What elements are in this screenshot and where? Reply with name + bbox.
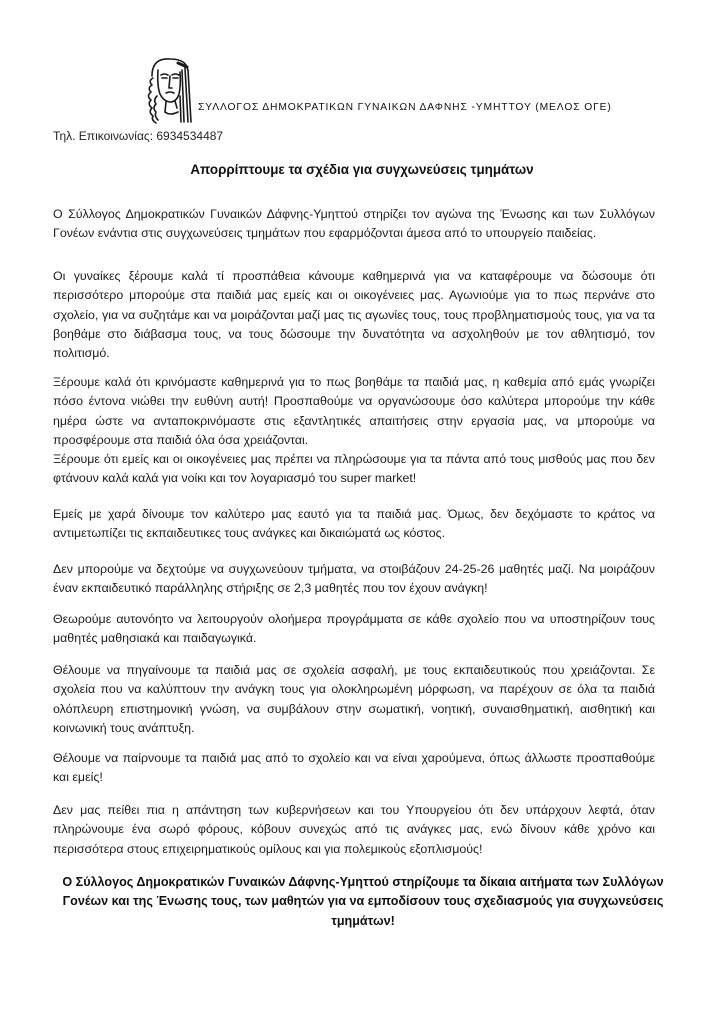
paragraph-text: Ο Σύλλογος Δημοκρατικών Γυναικών Δάφνης-Υμηττού στηρίζει τον αγώνα της Ένωσης και των Συλλόγων Γονέων ενάντια στις συγχωνεύσεις τμημάτων που εφαρμόζονται άμεσα από το υπουργείο παιδείας. (53, 207, 655, 241)
paragraph-text: Θεωρούμε αυτονόητο να λειτουργούν ολοήμερα προγράμματα σε κάθε σχολείο που να υποστηρίζουν τους μαθητές μαθησιακά και παιδαγωγικά. (53, 612, 655, 646)
paragraph-10 (53, 801, 655, 859)
paragraph-text: Οι γυναίκες ξέρουμε καλά τί προσπάθεια κάνουμε καθημερινά για να καταφέρουμε να δώσουμε ότι περισσότερο μπορούμε στα παιδιά μας εμείς και οι οικογένειες μας. Αγωνιούμε για το πως περνάνε στο σχολείο, για να συζητάμε και να μοιράζονται μαζί μας τις αγωνίες τους, τους προβληματισμούς τους, για να τα βοηθάμε στο διάβασμα τους, να τους δώσουμε την δυνατότητα να ασχοληθούν με τον αθλητισμό, τον πολιτισμό. (53, 269, 655, 361)
paragraph-9 (53, 749, 655, 788)
document-title: Απορρίπτουμε τα σχέδια για συγχωνεύσεις τμημάτων (190, 162, 534, 177)
letterhead (144, 56, 620, 126)
paragraph-text: Δεν μπορούμε να δεχτούμε να συγχωνεύουν τμήματα, να στοιβάζουν 24-25-26 μαθητές μαζί. Να μοιράζουν έναν εκπαιδευτικό παράλληλης στήριξης σε 2,3 μαθητές που τον έχουν ανάγκη! (53, 562, 655, 596)
paragraph-text: Εμείς με χαρά δίνουμε τον καλύτερο μας εαυτό για τα παιδιά μας. Όμως, δεν δεχόμαστε το κράτος να αντιμετωπίζει τις εκπαιδευτικες τους ανάγκες και δικαιώματά ως κόστος. (53, 507, 655, 541)
paragraph-2 (53, 267, 655, 363)
woman-face-logo-icon (144, 56, 196, 126)
paragraph-1 (53, 205, 655, 244)
paragraph-8 (53, 661, 655, 738)
paragraph-6 (53, 560, 655, 599)
paragraph-3 (53, 373, 655, 450)
paragraph-7 (53, 610, 655, 649)
paragraph-text: Θέλουμε να πηγαίνουμε τα παιδιά μας σε σχολεία ασφαλή, με τους εκπαιδευτικούς που χρειάζονται. Σε σχολεία που να καλύπτουν την ανάγκη τους για ολοκληρωμένη μόρφωση, να παρέχουν σε όλα τα παιδιά ολόπλευρη επιστημονική γνώση, να συμβάλουν στην σωματική, νοητική, συναισθηματική, αισθητική και κοινωνική τους ανάπτυξη. (53, 663, 655, 735)
closing-statement: Ο Σύλλογος Δημοκρατικών Γυναικών Δάφνης-Υμηττού στηρίζουμε τα δίκαια αιτήματα των Συλλόγων Γονέων και της Ένωσης τους, των μαθητών για να εμποδίσουν τους σχεδιασμούς για συγχωνεύσεις τμημάτων! (62, 875, 664, 928)
paragraph-text: Θέλουμε να παίρνουμε τα παιδιά μας από το σχολείο και να είναι χαρούμενα, όπως άλλωστε προσπαθούμε και εμείς! (53, 751, 655, 785)
paragraph-text: Δεν μας πείθει πια η απάντηση των κυβερνήσεων και του Υπουργείου ότι δεν υπάρχουν λεφτά, όταν πληρώνουμε ένα σωρό φόρους, κόβουν συνεχώς από τις ανάγκες μας, ενώ δίνουν κάθε χρόνο και περισσότερα στους επιχειρηματικούς ομίλους και για πολεμικούς εξοπλισμούς! (53, 803, 655, 856)
paragraph-text: Ξέρουμε καλά ότι κρινόμαστε καθημερινά για το πως βοηθάμε τα παιδιά μας, η καθεμία από εμάς γνωρίζει πόσο έντονα νιώθει την ευθύνη αυτή! Προσπαθούμε να οργανώσουμε όσο καλύτερα μπορούμε την κάθε ημέρα ώστε να ανταποκρινόμαστε στις εξαντλητικές απαιτήσεις στην εργασία μας, να μπορούμε να προσφέρουμε στα παιδιά όλα όσα χρειάζονται. (53, 375, 655, 447)
paragraph-text: Ξέρουμε ότι εμείς και οι οικογένειες μας πρέπει να πληρώσουμε για τα πάντα από τους μισθούς μας που δεν φτάνουν καλά καλά για νοίκι και τον λογαριασμό του super market! (53, 452, 655, 486)
organization-name: ΣΥΛΛΟΓΟΣ ΔΗΜΟΚΡΑΤΙΚΩΝ ΓΥΝΑΙΚΩΝ ΔΑΦΝΗΣ -ΥΜΗΤΤΟΥ (ΜΕΛΟΣ ΟΓΕ) (198, 101, 612, 113)
paragraph-4 (53, 450, 655, 489)
contact-phone: Τηλ. Επικοινωνίας: 6934534487 (53, 129, 224, 143)
paragraph-5 (53, 505, 655, 544)
